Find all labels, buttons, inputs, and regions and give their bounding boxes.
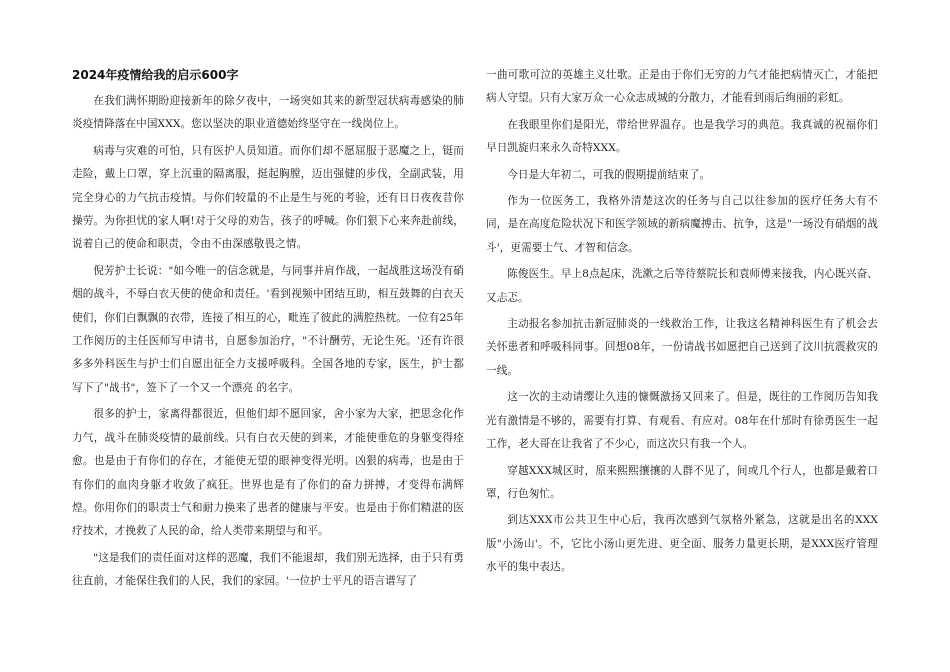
left-column (72, 64, 464, 594)
right-column (486, 64, 878, 580)
paragraph: 主动报名参加抗击新冠肺炎的一线救治工作，让我这名精神科医生有了机会去关怀患者和呼吸科同事。回想08年，一份请战书如愿把自己送到了汶川抗震救灾的一线。 (486, 318, 878, 377)
paragraph: 在我眼里你们是阳光，带给世界温存。也是我学习的典范。我真诚的祝福你们早日凯旋归来永久奇特XXX。 (486, 118, 878, 155)
paragraph: 倪芳护士长说："如今唯一的信念就是，与同事并肩作战，一起战胜这场没有硝烟的战斗，不辱白衣天使的使命和责任。'看到视频中团结互助，相互鼓舞的白衣天使们，你们白飘飘的衣带，连接了相互的心，毗连了彼此的满腔热枕。一位有25年工作阅历的主任医师写申请书，自愿参加治疗，"不计酬劳，无论生死。'还有许很多多外科医生与护士们自愿出征全力支援呼吸科。全国各地的专家，医生，护士都写下了"战书"，签下了一个又一个漂亮 的名字。 (72, 264, 464, 394)
paragraph: "这是我们的责任面对这样的恶魔，我们不能退却，我们别无选择，由于只有勇往直前，才能保住我们的人民，我们的家园。'一位护士平凡的语言谱写了 (72, 551, 464, 588)
paragraph: 穿越XXX城区时，原来熙熙攘攘的人群不见了，间或几个行人，也都是戴着口罩，行色匆忙。 (486, 464, 878, 500)
paragraph: 到达XXX市公共卫生中心后，我再次感到气氛格外紧急，这就是出名的XXX版"小汤山'。不，它比小汤山更先进、更全面、服务力量更长期，是XXX医疗管理水平的集中表达。 (486, 514, 878, 574)
paragraph: 病毒与灾难的可怕，只有医护人员知道。而你们却不愿屈服于恶魔之上，铤而走险，戴上口罩，穿上沉重的隔离服，挺起胸膛，迈出强健的步伐，全副武装，用完全身心的力气抗击疫情。与你们较量的不止是生与死的考验，还有日日夜夜昔你操劳。为你担忧的家人啊!对于父母的劝告，孩子的呼喊。你们狠下心来奔赴前线，说着自己的使命和职责，令由不由深感敬畏之情。 (72, 144, 464, 251)
paragraph-continued: 一曲可歌可泣的英雄主义壮歌。正是由于你们无穷的力气才能把病情灭亡，才能把病人守望。只有大家万众一心众志成城的分散力，才能看到雨后绚丽的彩虹。 (486, 69, 878, 105)
paragraph: 很多的护士，家离得都很近，但他们却不愿回家，舍小家为大家，把思念化作力气，战斗在肺炎疫情的最前线。只有白衣天使的到来，才能使垂危的身躯变得痊愈。也是由于有你们的存在，才能使无望的眼神变得光明。凶狠的病毒，也是由于有你们的血肉身躯才收敛了疯狂。世界也是有了你们的奋力拼搏，才变得布满辉煌。你用你们的职责士气和耐力换来了患者的健康与平安。也是由于你们精湛的医疗技术，才挽救了人民的命，给人类带来期望与和平。 (72, 408, 464, 538)
paragraph: 这一次的主动请缨让久违的慷慨激扬又回来了。但是，既往的工作阅历告知我光有激情是不够的，需要有打算、有观看、有应对。08年在什邡时有徐勇医生一起工作，老大哥在让我省了不少心，而这次只有我一个人。 (486, 391, 878, 451)
paragraph: 陈俊医生。早上8点起床，洗漱之后等待蔡院长和袁师傅来接我，内心既兴奋、又忐忑。 (486, 268, 878, 304)
paragraph: 在我们满怀期盼迎接新年的除夕夜中，一场突如其来的新型冠状病毒感染的肺炎疫情降落在中国XXX。您以坚决的职业道德始终坚守在一线岗位上。 (72, 95, 464, 131)
document-title: 2024年疫情给我的启示600字 (72, 68, 239, 82)
paragraph: 今日是大年初二，可我的假期提前结束了。 (507, 168, 711, 181)
paragraph: 作为一位医务工，我格外清楚这次的任务与自己以往参加的医疗任务大有不同，是在高度危险状况下和医学领域的新病魔搏击、抗争，这是"一场没有硝烟的战斗'，更需要士气、才智和信念。 (486, 195, 878, 254)
